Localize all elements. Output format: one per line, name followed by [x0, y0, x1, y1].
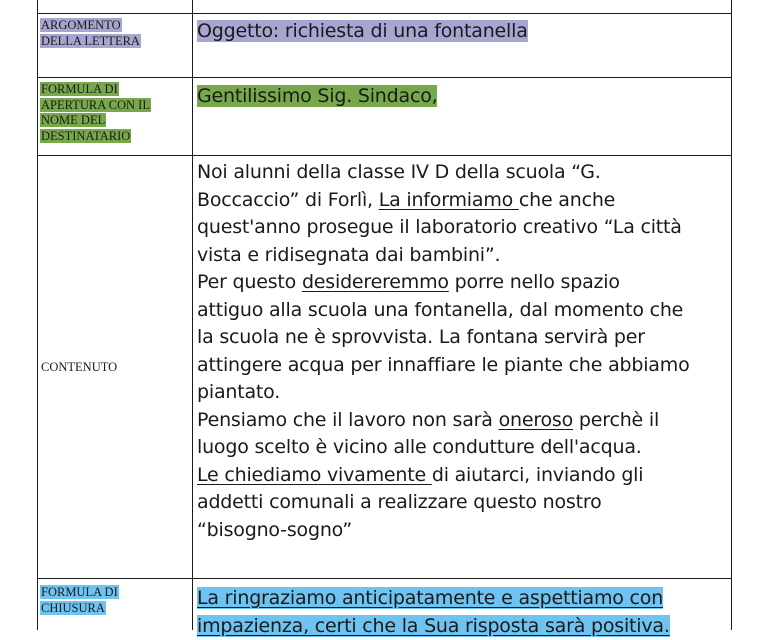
greeting-cell: [197, 83, 729, 111]
body-text-run: vista e ridisegnata dai bambini”.: [197, 244, 500, 266]
underlined-phrase: desidereremmo: [302, 271, 449, 293]
closing-line: [197, 585, 729, 613]
body-text-run: piantato.: [197, 381, 280, 403]
body-line: [197, 214, 729, 242]
body-line: [197, 269, 729, 297]
label-apertura: [40, 82, 192, 144]
body-text-run: Boccaccio” di Forlì,: [197, 189, 379, 211]
body-line: [197, 462, 729, 490]
body-line: [197, 297, 729, 325]
body-line: [197, 407, 729, 435]
body-line: [197, 489, 729, 517]
body-text-run: la scuola ne è sprovvista. La fontana servirà per: [197, 326, 645, 348]
underlined-phrase: oneroso: [499, 409, 574, 431]
column-divider: [37, 0, 38, 630]
body-line: [197, 517, 729, 545]
row-divider: [37, 155, 732, 156]
body-text-run: attingere acqua per innaffiare le piante che abbiamo: [197, 354, 690, 376]
column-divider: [731, 0, 732, 630]
row-divider: [37, 578, 732, 579]
label-argomento: [40, 18, 192, 49]
body-line: [197, 159, 729, 187]
greeting-text: Gentilissimo Sig. Sindaco,: [197, 85, 437, 107]
label-contenuto: [40, 360, 192, 376]
underlined-phrase: Le chiediamo vivamente: [197, 464, 432, 486]
body-line: [197, 434, 729, 462]
label-line: NOME DEL: [40, 113, 106, 127]
body-text-run: Noi alunni della classe IV D della scuola “G.: [197, 161, 601, 183]
label-chiusura: [40, 585, 192, 616]
closing-line: [197, 613, 729, 640]
body-text-run: Pensiamo che il lavoro non sarà: [197, 409, 499, 431]
label-line: DELLA LETTERA: [40, 34, 141, 48]
body-line: [197, 242, 729, 270]
body-text-run: porre nello spazio: [449, 271, 620, 293]
body-text-run: “bisogno-sogno”: [197, 519, 352, 541]
label-line: CONTENUTO: [40, 360, 118, 374]
body-line: [197, 324, 729, 352]
body-line: [197, 379, 729, 407]
body-text-run: quest'anno prosegue il laboratorio creativo “La città: [197, 216, 682, 238]
subject-cell: [197, 18, 729, 46]
body-text-run: addetti comunali a realizzare questo nostro: [197, 491, 602, 513]
body-text-run: perchè il: [573, 409, 659, 431]
body-line: [197, 187, 729, 215]
label-line: FORMULA DI: [40, 585, 119, 599]
body-text-run: Per questo: [197, 271, 302, 293]
row-divider: [37, 13, 732, 14]
label-line: DESTINATARIO: [40, 129, 131, 143]
label-line: CHIUSURA: [40, 601, 106, 615]
body-text-run: attiguo alla scuola una fontanella, dal momento che: [197, 299, 683, 321]
body-line: [197, 352, 729, 380]
column-divider: [192, 0, 193, 630]
closing-cell: [197, 585, 729, 640]
label-line: FORMULA DI: [40, 82, 119, 96]
closing-text: impazienza, certi che la Sua risposta sarà positiva.: [197, 615, 670, 637]
subject-text: Oggetto: richiesta di una fontanella: [197, 20, 528, 42]
label-line: ARGOMENTO: [40, 18, 122, 32]
row-divider: [37, 77, 732, 78]
body-text-run: che anche: [519, 189, 615, 211]
body-text-run: di aiutarci, inviando gli: [432, 464, 644, 486]
body-cell: [197, 159, 729, 544]
underlined-phrase: La informiamo: [379, 189, 519, 211]
label-line: APERTURA CON IL: [40, 98, 151, 112]
closing-text: La ringraziamo anticipatamente e aspettiamo con: [197, 587, 663, 609]
body-text-run: luogo scelto è vicino alle condutture dell'acqua.: [197, 436, 642, 458]
